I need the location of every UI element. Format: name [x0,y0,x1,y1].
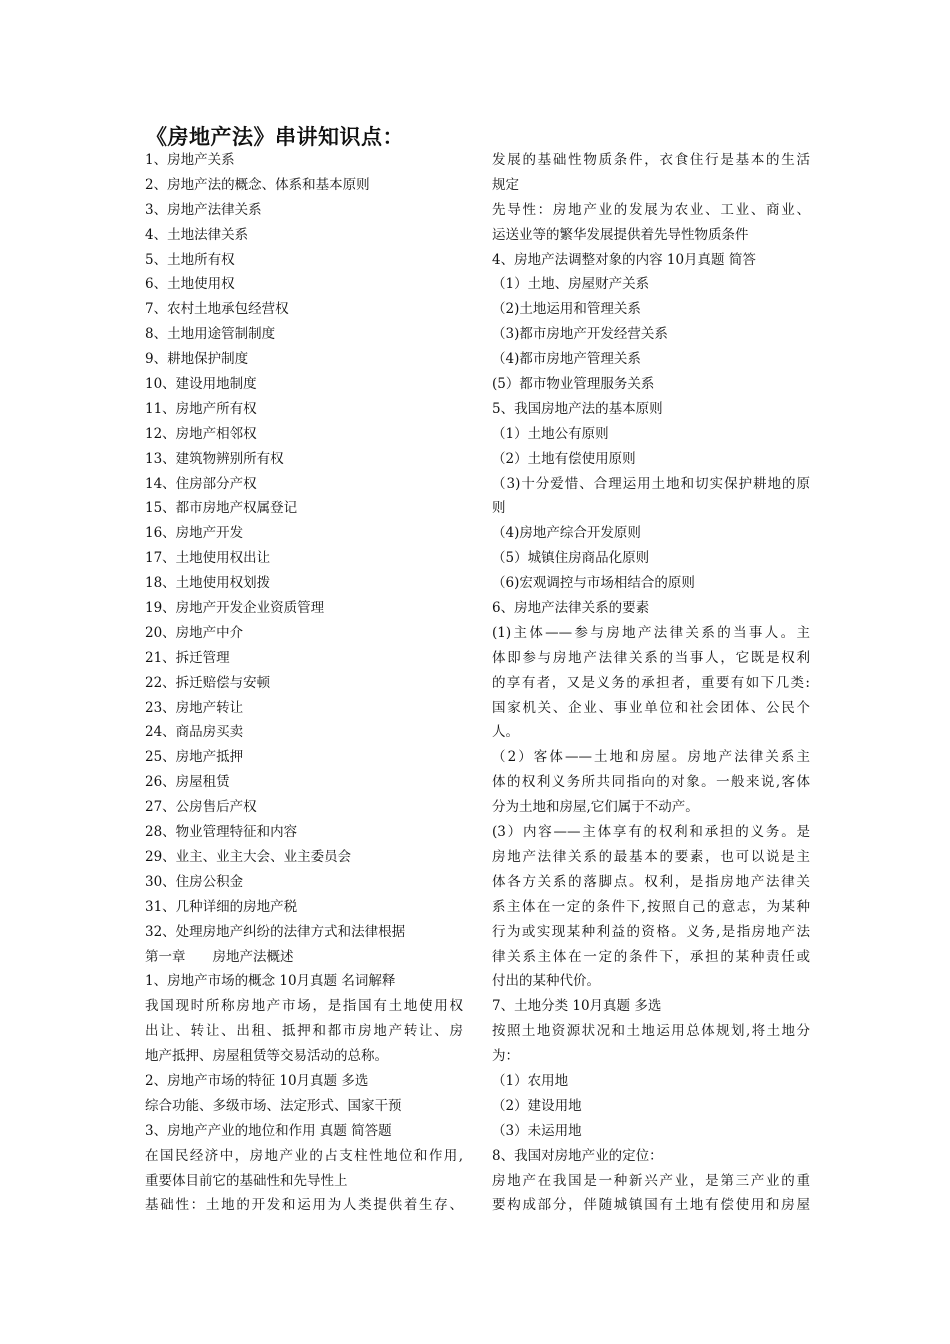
text-line: 13、建筑物辨别所有权 [145,450,284,467]
text-line: 2、房地产市场的特征 10月真题 多选 [145,1072,369,1089]
text-line: 4、房地产法调整对象的内容 10月真题 简答 [492,251,756,268]
text-line: 地产抵押、房屋租赁等交易活动的总称。 [145,1048,388,1065]
text-line: 重要体目前它的基础性和先导性上 [145,1172,348,1189]
text-line: 综合功能、多级市场、法定形式、国家干预 [145,1097,402,1114]
text-line: （4)房地产综合开发原则 [492,525,641,542]
left-text-column [145,148,463,1218]
text-line: 23、房地产转让 [145,699,244,716]
text-line: （2）土地有偿使用原则 [492,450,636,467]
text-line: 28、物业管理特征和内容 [145,824,298,841]
text-line: 体即参与房地产法律关系的当事人，它既是权利 [492,649,810,666]
text-line: 体各方关系的落脚点。权利，是指房地产法律关 [492,873,810,890]
text-line: 10、建设用地制度 [145,376,257,393]
text-line: 31、几种详细的房地产税 [145,898,298,915]
text-line: 国家机关、企业、事业单位和社会团体、公民个 [492,699,810,716]
text-line: (3）内容——主体享有的权利和承担的义务。是 [492,824,810,841]
document-title: 《房地产法》串讲知识点： [146,125,404,149]
right-text-column [492,148,810,1218]
text-line: （4)都市房地产管理关系 [492,351,641,368]
text-line: 22、拆迁赔偿与安顿 [145,674,271,691]
text-line: (5）都市物业管理服务关系 [492,376,655,393]
text-line: 1、房地产市场的概念 10月真题 名词解释 [145,973,396,990]
text-line: 16、房地产开发 [145,525,244,542]
text-line: 在国民经济中，房地产业的占支柱性地位和作用, [145,1147,463,1164]
text-line: 则 [492,500,506,517]
text-line: （6)宏观调控与市场相结合的原则 [492,575,695,592]
text-line: 系主体在一定的条件下,按照自己的意志，为某种 [492,898,810,915]
text-line: 运送业等的繁华发展提供着先导性物质条件 [492,226,749,243]
text-line: 分为土地和房屋,它们属于不动产。 [492,799,699,816]
text-line: 先导性：房地产业的发展为农业、工业、商业、 [492,201,810,218]
text-line: 第一章 房地产法概述 [145,948,294,965]
text-line: 19、房地产开发企业资质管理 [145,600,325,617]
text-line: 30、住房公积金 [145,873,244,890]
text-line: 18、土地使用权划拨 [145,575,271,592]
text-line: 发展的基础性物质条件，衣食住行是基本的生活 [492,152,810,168]
text-line: 6、房地产法律关系的要素 [492,600,650,617]
text-line: 24、商品房买卖 [145,724,244,741]
text-line: 29、业主、业主大会、业主委员会 [145,848,352,865]
text-line: 6、土地使用权 [145,276,235,293]
text-line: 7、农村土地承包经营权 [145,301,289,318]
text-line: 人。 [492,724,519,741]
text-line: 付出的某种代价。 [492,973,600,990]
text-line: 3、房地产法律关系 [145,201,262,218]
text-line: （2)土地运用和管理关系 [492,301,641,318]
text-line: 14、住房部分产权 [145,475,257,492]
text-line: 律关系主体在一定的条件下，承担的某种责任或 [492,948,810,965]
text-line: 我国现时所称房地产市场，是指国有土地使用权 [145,998,463,1015]
text-line: 15、都市房地产权属登记 [145,500,298,517]
text-line: 21、拆迁管理 [145,649,230,666]
text-line: （3)都市房地产开发经营关系 [492,326,668,343]
text-line: 行为或实现某种利益的资格。义务,是指房地产法 [492,923,810,940]
text-line: 25、房地产抵押 [145,749,244,766]
text-line: 32、处理房地产纠纷的法律方式和法律根据 [145,923,406,940]
text-line: 房地产法律关系的最基本的要素，也可以说是主 [492,848,810,865]
text-line: 基础性：土地的开发和运用为人类提供着生存、 [145,1197,463,1214]
text-line: 26、房屋租赁 [145,774,230,791]
text-line: (1)主体——参与房地产法律关系的当事人。主 [492,624,810,641]
text-line: （2）建设用地 [492,1097,582,1114]
text-line: 的享有者，又是义务的承担者，重要有如下几类: [492,674,810,691]
text-line: 12、房地产相邻权 [145,425,257,442]
text-line: 按照土地资源状况和土地运用总体规划,将土地分 [492,1023,810,1040]
text-line: 3、房地产产业的地位和作用 真题 简答题 [145,1122,392,1139]
text-line: 9、耕地保护制度 [145,351,249,368]
text-line: 11、房地产所有权 [145,400,257,417]
text-line: （1）农用地 [492,1072,569,1089]
text-line: （3)十分爱惜、合理运用土地和切实保护耕地的原 [492,475,810,492]
text-line: 出让、转让、出租、抵押和都市房地产转让、房 [145,1023,463,1040]
text-line: 规定 [492,176,519,193]
text-line: 17、土地使用权出让 [145,550,271,567]
text-line: 27、公房售后产权 [145,799,257,816]
text-line: （1）土地公有原则 [492,425,609,442]
text-line: （5）城镇住房商品化原则 [492,550,650,567]
text-line: 为： [492,1048,519,1065]
text-line: 8、土地用途管制制度 [145,326,276,343]
text-line: 房地产在我国是一种新兴产业，是第三产业的重 [492,1172,810,1189]
text-line: 8、我国对房地产业的定位： [492,1147,663,1164]
text-line: 2、房地产法的概念、体系和基本原则 [145,176,370,193]
text-line: （3）未运用地 [492,1122,582,1139]
text-line: 20、房地产中介 [145,624,244,641]
text-line: 5、我国房地产法的基本原则 [492,400,663,417]
text-line: 5、土地所有权 [145,251,235,268]
text-line: 体的权利义务所共同指向的对象。一般来说,客体 [492,774,810,791]
text-line: 1、房地产关系 [145,152,235,168]
text-line: 要构成部分，伴随城镇国有土地有偿使用和房屋 [492,1197,810,1214]
text-line: （2）客体——土地和房屋。房地产法律关系主 [492,749,810,766]
text-line: （1）土地、房屋财产关系 [492,276,650,293]
text-line: 4、土地法律关系 [145,226,249,243]
text-line: 7、土地分类 10月真题 多选 [492,998,662,1015]
